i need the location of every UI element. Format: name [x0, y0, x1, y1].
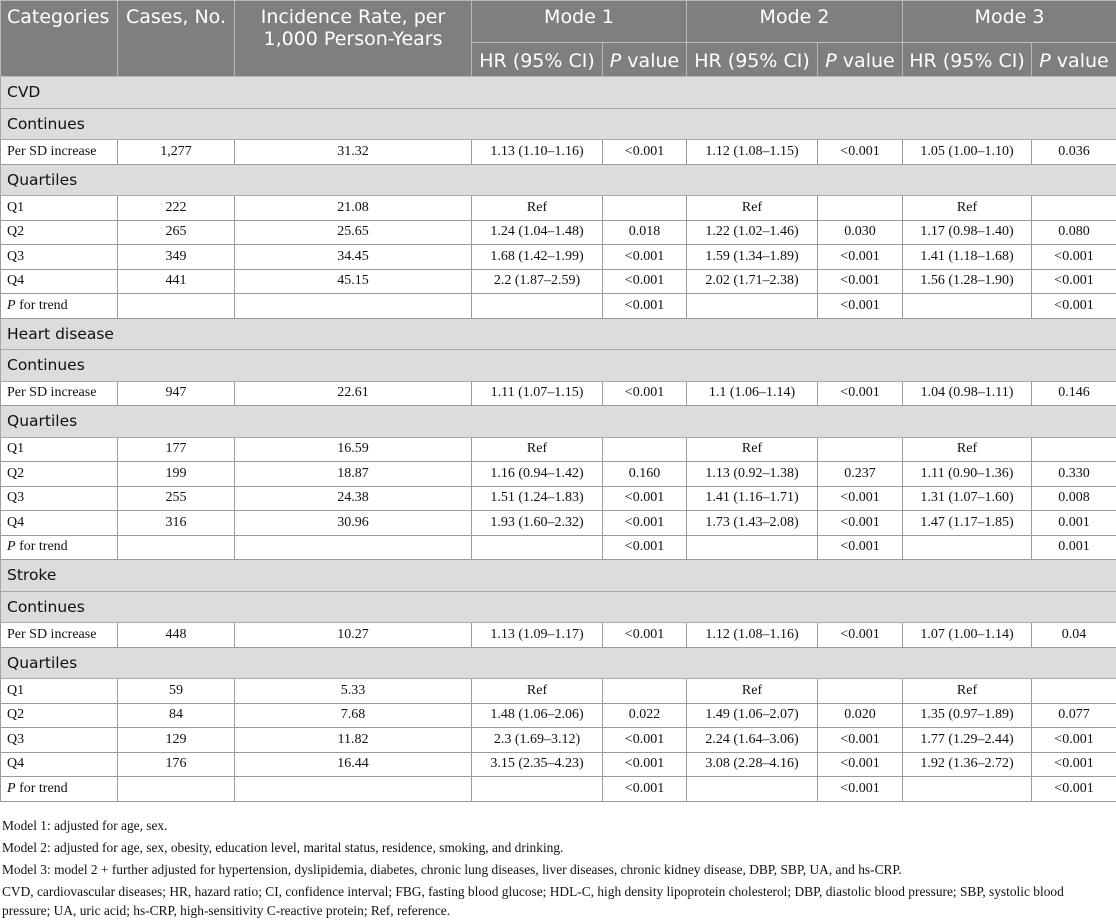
p-value-mode-3-cell: 0.146 [1032, 381, 1116, 406]
hr-mode-1-cell: 3.15 (2.35–4.23) [472, 752, 603, 777]
section-header [1, 77, 1116, 109]
hr-mode-3-cell [903, 535, 1032, 560]
incidence-rate-cell: 21.08 [235, 196, 472, 221]
hr-mode-2-cell: Ref [687, 437, 818, 462]
p-value-mode-1-cell: <0.001 [603, 623, 687, 648]
hr-mode-1-cell: Ref [472, 196, 603, 221]
header-p-rest: value [837, 50, 895, 72]
table-row [1, 728, 1116, 753]
section-header-label: CVD [1, 77, 1116, 109]
hr-mode-2-cell: 1.41 (1.16–1.71) [687, 486, 818, 511]
hr-mode-1-cell: 1.93 (1.60–2.32) [472, 511, 603, 536]
incidence-rate-cell: 45.15 [235, 269, 472, 294]
p-value-mode-3-cell: <0.001 [1032, 269, 1116, 294]
p-value-mode-1-cell [603, 196, 687, 221]
hr-mode-2-cell [687, 777, 818, 802]
hr-mode-3-cell: 1.31 (1.07–1.60) [903, 486, 1032, 511]
hr-mode-3-cell: 1.05 (1.00–1.10) [903, 140, 1032, 165]
row-label: Q2 [7, 466, 24, 481]
table-row [1, 381, 1116, 406]
incidence-rate-cell: 16.59 [235, 437, 472, 462]
row-label-cell [1, 535, 118, 560]
hr-mode-1-cell [472, 535, 603, 560]
row-label-cell [1, 245, 118, 270]
hr-mode-3-cell: 1.07 (1.00–1.14) [903, 623, 1032, 648]
hr-mode-3-cell: 1.17 (0.98–1.40) [903, 220, 1032, 245]
footnote: Model 3: model 2 + further adjusted for hypertension, dyslipidemia, diabetes, chronic lung diseases, liver diseases, chronic kidney disease, DBP, SBP, UA, and hs-CRP. [2, 860, 1112, 879]
p-value-mode-1-cell: <0.001 [603, 752, 687, 777]
table-row [1, 462, 1116, 487]
p-value-mode-3-cell [1032, 679, 1116, 704]
cases-cell [118, 294, 235, 319]
row-label-cell [1, 381, 118, 406]
table-row [1, 777, 1116, 802]
row-label-cell [1, 220, 118, 245]
row-label: Q4 [7, 273, 24, 288]
hr-mode-3-cell: 1.56 (1.28–1.90) [903, 269, 1032, 294]
hr-mode-1-cell: 1.13 (1.10–1.16) [472, 140, 603, 165]
row-label: Q2 [7, 224, 24, 239]
table-row [1, 486, 1116, 511]
table-row [1, 294, 1116, 319]
incidence-rate-cell: 5.33 [235, 679, 472, 704]
p-value-mode-1-cell: <0.001 [603, 381, 687, 406]
p-value-mode-1-cell [603, 679, 687, 704]
hr-mode-1-cell: 1.13 (1.09–1.17) [472, 623, 603, 648]
row-label: Per SD increase [7, 385, 96, 400]
p-value-mode-1-cell: <0.001 [603, 535, 687, 560]
p-value-mode-2-cell: <0.001 [818, 728, 903, 753]
p-value-mode-2-cell: <0.001 [818, 752, 903, 777]
cases-cell: 265 [118, 220, 235, 245]
group-header-label: Quartiles [1, 164, 1116, 196]
row-label: Q3 [7, 249, 24, 264]
group-header [1, 108, 1116, 140]
table-row [1, 140, 1116, 165]
hr-mode-2-cell: 1.1 (1.06–1.14) [687, 381, 818, 406]
cases-cell: 84 [118, 703, 235, 728]
row-label-cell [1, 462, 118, 487]
p-value-mode-2-cell: <0.001 [818, 140, 903, 165]
table-row [1, 437, 1116, 462]
row-label: Q1 [7, 441, 24, 456]
p-value-mode-3-cell [1032, 196, 1116, 221]
section-header-label: Stroke [1, 560, 1116, 592]
group-header-label: Quartiles [1, 406, 1116, 438]
header-p-italic: P [610, 50, 621, 72]
row-label: Q2 [7, 707, 24, 722]
incidence-rate-cell [235, 535, 472, 560]
header-categories: Categories [1, 1, 118, 77]
p-value-mode-2-cell: <0.001 [818, 269, 903, 294]
header-mode-3: Mode 3 [903, 1, 1116, 43]
p-value-mode-3-cell: <0.001 [1032, 245, 1116, 270]
incidence-rate-cell: 30.96 [235, 511, 472, 536]
p-value-mode-2-cell: <0.001 [818, 623, 903, 648]
p-value-mode-3-cell: <0.001 [1032, 752, 1116, 777]
header-p-value-mode-3 [1032, 43, 1116, 77]
header-mode-1: Mode 1 [472, 1, 687, 43]
incidence-rate-cell: 24.38 [235, 486, 472, 511]
hr-mode-3-cell: 1.92 (1.36–2.72) [903, 752, 1032, 777]
hr-mode-2-cell: 1.49 (1.06–2.07) [687, 703, 818, 728]
table-footnotes [0, 816, 1114, 923]
hr-mode-1-cell: Ref [472, 437, 603, 462]
hr-mode-2-cell: 1.73 (1.43–2.08) [687, 511, 818, 536]
group-header-label: Continues [1, 350, 1116, 382]
incidence-rate-cell: 18.87 [235, 462, 472, 487]
p-value-mode-3-cell: <0.001 [1032, 777, 1116, 802]
hr-mode-2-cell: 1.12 (1.08–1.15) [687, 140, 818, 165]
p-value-mode-2-cell: <0.001 [818, 535, 903, 560]
table-row [1, 623, 1116, 648]
hr-mode-3-cell: Ref [903, 437, 1032, 462]
p-value-mode-2-cell: <0.001 [818, 294, 903, 319]
row-label: Q3 [7, 732, 24, 747]
row-label: Q1 [7, 683, 24, 698]
incidence-rate-cell: 34.45 [235, 245, 472, 270]
hr-mode-2-cell: 2.24 (1.64–3.06) [687, 728, 818, 753]
table-row [1, 269, 1116, 294]
header-hr-mode-2: HR (95% CI) [687, 43, 818, 77]
header-mode-2: Mode 2 [687, 1, 903, 43]
hr-mode-2-cell [687, 294, 818, 319]
p-value-mode-2-cell: 0.030 [818, 220, 903, 245]
cases-cell: 222 [118, 196, 235, 221]
p-value-mode-3-cell: <0.001 [1032, 728, 1116, 753]
cases-cell [118, 777, 235, 802]
hr-mode-3-cell: Ref [903, 196, 1032, 221]
table-row [1, 703, 1116, 728]
hr-mode-3-cell: 1.04 (0.98–1.11) [903, 381, 1032, 406]
header-p-rest: value [1051, 50, 1109, 72]
header-p-value-mode-2 [818, 43, 903, 77]
incidence-rate-cell: 25.65 [235, 220, 472, 245]
table-row [1, 679, 1116, 704]
cases-cell: 59 [118, 679, 235, 704]
p-value-mode-3-cell: 0.077 [1032, 703, 1116, 728]
hr-mode-2-cell: Ref [687, 679, 818, 704]
hr-mode-1-cell: 1.24 (1.04–1.48) [472, 220, 603, 245]
incidence-rate-cell [235, 294, 472, 319]
hr-mode-1-cell [472, 294, 603, 319]
p-value-mode-2-cell: <0.001 [818, 486, 903, 511]
row-label: for trend [16, 781, 68, 796]
p-value-mode-1-cell: <0.001 [603, 140, 687, 165]
header-hr-mode-1: HR (95% CI) [472, 43, 603, 77]
p-value-mode-1-cell: <0.001 [603, 728, 687, 753]
incidence-rate-cell: 11.82 [235, 728, 472, 753]
incidence-rate-cell: 16.44 [235, 752, 472, 777]
p-value-mode-3-cell: 0.080 [1032, 220, 1116, 245]
row-label: Per SD increase [7, 627, 96, 642]
hr-mode-1-cell: 2.2 (1.87–2.59) [472, 269, 603, 294]
hr-mode-3-cell: 1.11 (0.90–1.36) [903, 462, 1032, 487]
hr-mode-1-cell: 1.51 (1.24–1.83) [472, 486, 603, 511]
hr-mode-3-cell [903, 777, 1032, 802]
cases-cell [118, 535, 235, 560]
group-header-label: Quartiles [1, 647, 1116, 679]
cases-cell: 255 [118, 486, 235, 511]
p-value-mode-2-cell: <0.001 [818, 381, 903, 406]
row-label-italic: P [7, 539, 16, 554]
row-label: Per SD increase [7, 144, 96, 159]
row-label: for trend [16, 539, 68, 554]
row-label-cell [1, 679, 118, 704]
p-value-mode-3-cell: <0.001 [1032, 294, 1116, 319]
p-value-mode-3-cell: 0.04 [1032, 623, 1116, 648]
hr-mode-3-cell: 1.77 (1.29–2.44) [903, 728, 1032, 753]
hr-mode-2-cell: 1.59 (1.34–1.89) [687, 245, 818, 270]
row-label: Q4 [7, 515, 24, 530]
p-value-mode-2-cell: 0.020 [818, 703, 903, 728]
cases-cell: 199 [118, 462, 235, 487]
row-label: Q4 [7, 756, 24, 771]
footnote: Model 2: adjusted for age, sex, obesity, education level, marital status, residence, smoking, and drinking. [2, 838, 1112, 857]
row-label: for trend [16, 298, 68, 313]
table-row [1, 245, 1116, 270]
hr-mode-2-cell [687, 535, 818, 560]
p-value-mode-1-cell: <0.001 [603, 511, 687, 536]
table-header [1, 1, 1116, 77]
row-label-cell [1, 777, 118, 802]
p-value-mode-2-cell: <0.001 [818, 777, 903, 802]
hr-mode-3-cell [903, 294, 1032, 319]
p-value-mode-2-cell [818, 196, 903, 221]
p-value-mode-3-cell: 0.330 [1032, 462, 1116, 487]
p-value-mode-1-cell: 0.160 [603, 462, 687, 487]
row-label-cell [1, 437, 118, 462]
hr-mode-1-cell: 1.16 (0.94–1.42) [472, 462, 603, 487]
header-p-rest: value [621, 50, 679, 72]
cases-cell: 176 [118, 752, 235, 777]
row-label-cell [1, 486, 118, 511]
header-p-value-mode-1 [603, 43, 687, 77]
row-label-cell [1, 269, 118, 294]
hr-mode-1-cell [472, 777, 603, 802]
section-header [1, 318, 1116, 350]
header-cases: Cases, No. [118, 1, 235, 77]
table-row [1, 752, 1116, 777]
hr-mode-3-cell: 1.41 (1.18–1.68) [903, 245, 1032, 270]
hr-mode-1-cell: Ref [472, 679, 603, 704]
header-hr-mode-3: HR (95% CI) [903, 43, 1032, 77]
p-value-mode-3-cell: 0.001 [1032, 511, 1116, 536]
hr-mode-2-cell: 1.22 (1.02–1.46) [687, 220, 818, 245]
group-header [1, 164, 1116, 196]
row-label-cell [1, 752, 118, 777]
p-value-mode-3-cell: 0.001 [1032, 535, 1116, 560]
p-value-mode-1-cell: 0.018 [603, 220, 687, 245]
group-header [1, 591, 1116, 623]
header-p-italic: P [825, 50, 836, 72]
hr-mode-2-cell: 2.02 (1.71–2.38) [687, 269, 818, 294]
group-header [1, 647, 1116, 679]
group-header-label: Continues [1, 108, 1116, 140]
cases-cell: 441 [118, 269, 235, 294]
p-value-mode-3-cell [1032, 437, 1116, 462]
hr-mode-1-cell: 2.3 (1.69–3.12) [472, 728, 603, 753]
hr-mode-3-cell: 1.47 (1.17–1.85) [903, 511, 1032, 536]
cases-cell: 947 [118, 381, 235, 406]
cases-cell: 129 [118, 728, 235, 753]
p-value-mode-1-cell: <0.001 [603, 486, 687, 511]
cases-cell: 177 [118, 437, 235, 462]
incidence-rate-cell [235, 777, 472, 802]
p-value-mode-2-cell: <0.001 [818, 245, 903, 270]
group-header [1, 350, 1116, 382]
p-value-mode-2-cell [818, 679, 903, 704]
incidence-rate-cell: 7.68 [235, 703, 472, 728]
row-label-italic: P [7, 298, 16, 313]
table-row [1, 535, 1116, 560]
p-value-mode-2-cell: 0.237 [818, 462, 903, 487]
table-row [1, 511, 1116, 536]
p-value-mode-1-cell: <0.001 [603, 269, 687, 294]
p-value-mode-2-cell [818, 437, 903, 462]
incidence-rate-cell: 10.27 [235, 623, 472, 648]
header-p-italic: P [1039, 50, 1050, 72]
incidence-rate-cell: 31.32 [235, 140, 472, 165]
p-value-mode-1-cell: <0.001 [603, 294, 687, 319]
cases-cell: 448 [118, 623, 235, 648]
p-value-mode-1-cell: <0.001 [603, 245, 687, 270]
p-value-mode-3-cell: 0.008 [1032, 486, 1116, 511]
row-label-italic: P [7, 781, 16, 796]
footnote: Model 1: adjusted for age, sex. [2, 816, 1112, 835]
row-label: Q1 [7, 200, 24, 215]
table-body [1, 77, 1116, 802]
table-row [1, 220, 1116, 245]
cases-cell: 316 [118, 511, 235, 536]
footnote: CVD, cardiovascular diseases; HR, hazard ratio; CI, confidence interval; FBG, fasting blood glucose; HDL-C, high density lipoprotein cholesterol; DBP, diastolic blood pressure; SBP, systolic blood pressure; UA, uric acid; hs-CRP, high-sensitivity C-reactive protein; Ref, reference. [2, 882, 1112, 920]
group-header-label: Continues [1, 591, 1116, 623]
row-label-cell [1, 196, 118, 221]
hr-mode-2-cell: Ref [687, 196, 818, 221]
row-label: Q3 [7, 490, 24, 505]
hr-mode-2-cell: 3.08 (2.28–4.16) [687, 752, 818, 777]
p-value-mode-1-cell: <0.001 [603, 777, 687, 802]
cases-cell: 1,277 [118, 140, 235, 165]
p-value-mode-3-cell: 0.036 [1032, 140, 1116, 165]
incidence-rate-cell: 22.61 [235, 381, 472, 406]
row-label-cell [1, 294, 118, 319]
hr-mode-1-cell: 1.48 (1.06–2.06) [472, 703, 603, 728]
table-row [1, 196, 1116, 221]
p-value-mode-1-cell [603, 437, 687, 462]
row-label-cell [1, 623, 118, 648]
cases-cell: 349 [118, 245, 235, 270]
hr-mode-3-cell: Ref [903, 679, 1032, 704]
row-label-cell [1, 728, 118, 753]
hr-mode-2-cell: 1.12 (1.08–1.16) [687, 623, 818, 648]
header-incidence-rate: Incidence Rate, per 1,000 Person-Years [235, 1, 472, 77]
hr-mode-1-cell: 1.11 (1.07–1.15) [472, 381, 603, 406]
section-header-label: Heart disease [1, 318, 1116, 350]
p-value-mode-1-cell: 0.022 [603, 703, 687, 728]
group-header [1, 406, 1116, 438]
hr-mode-2-cell: 1.13 (0.92–1.38) [687, 462, 818, 487]
section-header [1, 560, 1116, 592]
hr-mode-1-cell: 1.68 (1.42–1.99) [472, 245, 603, 270]
row-label-cell [1, 703, 118, 728]
p-value-mode-2-cell: <0.001 [818, 511, 903, 536]
hr-mode-3-cell: 1.35 (0.97–1.89) [903, 703, 1032, 728]
row-label-cell [1, 140, 118, 165]
row-label-cell [1, 511, 118, 536]
